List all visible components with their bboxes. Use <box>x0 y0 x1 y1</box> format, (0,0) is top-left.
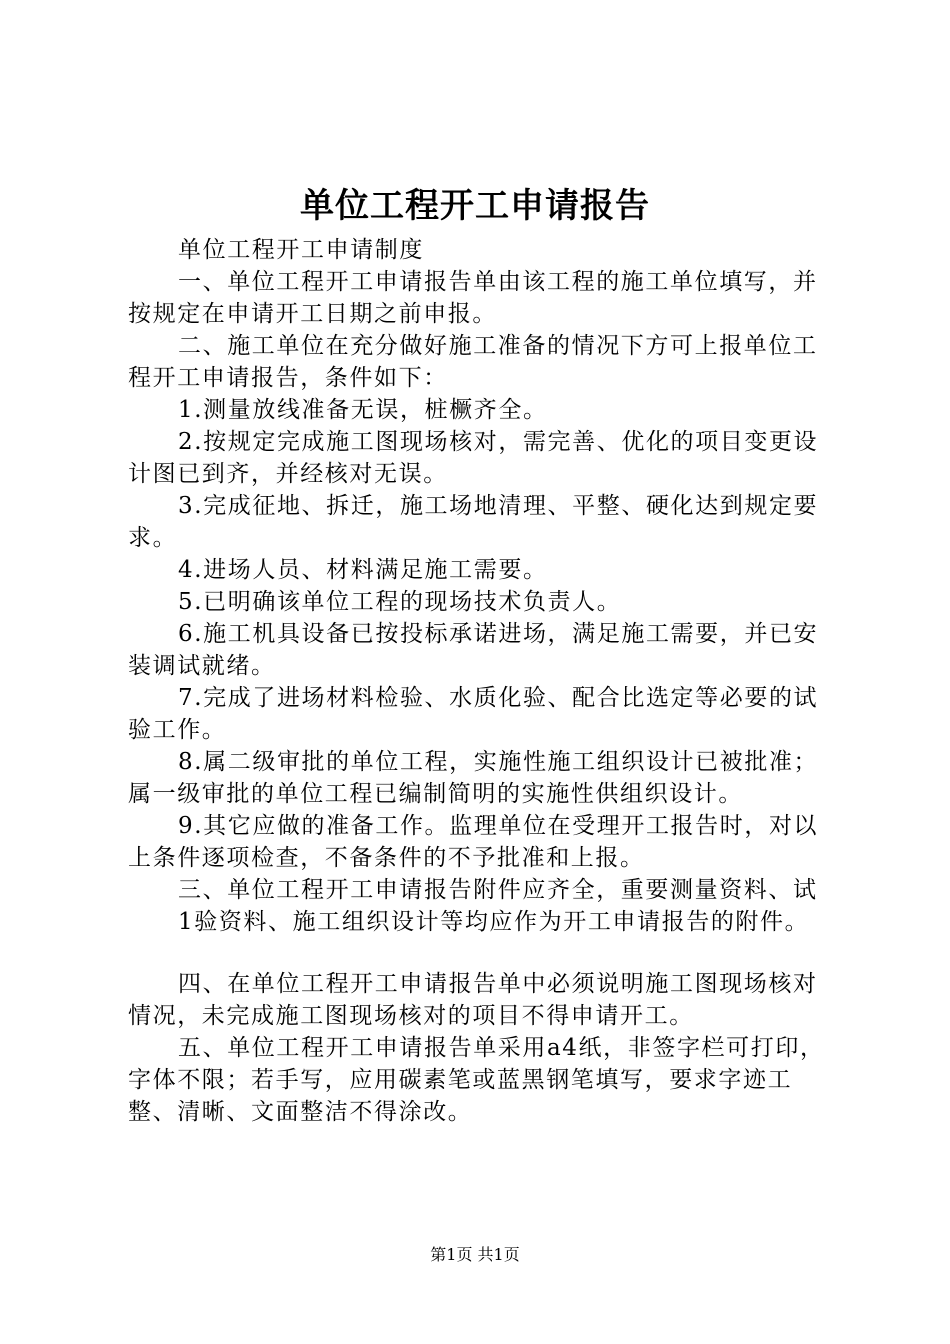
paragraph-condition-3: 3.完成征地、拆迁，施工场地清理、平整、硬化达到规定要求。 <box>128 493 819 551</box>
document-body <box>128 234 838 1128</box>
paragraph-3: 三、单位工程开工申请报告附件应齐全，重要测量资料、试 <box>178 877 818 903</box>
paragraph-condition-8: 8.属二级审批的单位工程，实施性施工组织设计已被批准；属一级审批的单位工程已编制简明的实施性供组织设计。 <box>128 749 819 807</box>
paragraph-4: 四、在单位工程开工申请报告单中必须说明施工图现场核对情况，未完成施工图现场核对的项目不得申请开工。 <box>128 971 818 1029</box>
paragraph-condition-4: 4.进场人员、材料满足施工需要。 <box>178 557 548 583</box>
page-footer: 第1页 共1页 <box>430 1245 520 1264</box>
paragraph-condition-7: 7.完成了进场材料检验、水质化验、配合比选定等必要的试验工作。 <box>128 685 819 743</box>
paragraph-condition-1: 1.测量放线准备无误，桩橛齐全。 <box>178 397 548 423</box>
paragraph-condition-9: 9.其它应做的准备工作。监理单位在受理开工报告时，对以上条件逐项检查，不备条件的不予批准和上报。 <box>128 813 819 871</box>
paragraph-2: 二、施工单位在充分做好施工准备的情况下方可上报单位工程开工申请报告，条件如下： <box>128 333 818 391</box>
paragraph-condition-5: 5.已明确该单位工程的现场技术负责人。 <box>178 589 622 615</box>
blank-line <box>128 938 838 968</box>
paragraph-condition-2: 2.按规定完成施工图现场核对，需完善、优化的项目变更设计图已到齐，并经核对无误。 <box>128 429 819 487</box>
paragraph-system-title: 单位工程开工申请制度 <box>178 237 424 263</box>
paragraph-5: 五、单位工程开工申请报告单采用a4纸，非签字栏可打印，字体不限；若手写，应用碳素笔或蓝黑钢笔填写，要求字迹工整、清晰、文面整洁不得涂改。 <box>128 1035 825 1125</box>
paragraph-1: 一、单位工程开工申请报告单由该工程的施工单位填写，并按规定在申请开工日期之前申报。 <box>128 269 818 327</box>
paragraph-3-continued: 1验资料、施工组织设计等均应作为开工申请报告的附件。 <box>178 909 810 935</box>
paragraph-condition-6: 6.施工机具设备已按投标承诺进场，满足施工需要，并已安装调试就绪。 <box>128 621 819 679</box>
document-title: 单位工程开工申请报告 <box>300 186 650 226</box>
